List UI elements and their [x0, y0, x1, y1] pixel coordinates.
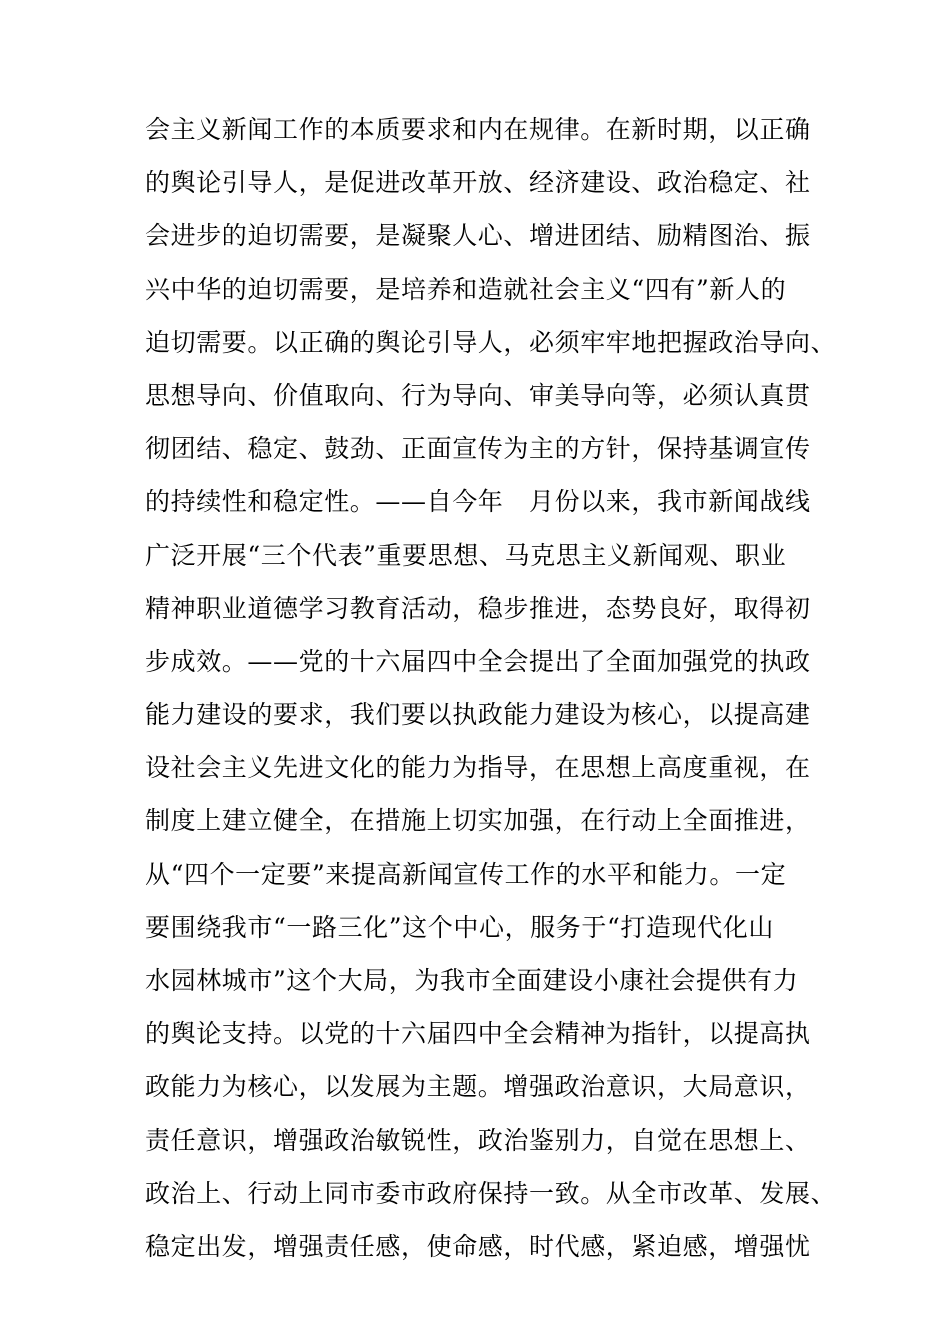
- text-line: 设社会主义先进文化的能力为指导，在思想上高度重视，在: [145, 753, 811, 783]
- text-line: 稳定出发，增强责任感，使命感，时代感，紧迫感，增强忧: [145, 1231, 811, 1261]
- text-line: 会进步的迫切需要，是凝聚人心、增进团结、励精图治、振: [145, 221, 811, 251]
- text-line: 广泛开展“三个代表”重要思想、马克思主义新闻观、职业: [145, 540, 787, 570]
- text-line: 责任意识，增强政治敏锐性，政治鉴别力，自觉在思想上、: [145, 1125, 811, 1155]
- text-line: 兴中华的迫切需要，是培养和造就社会主义“四有”新人的: [145, 274, 787, 304]
- text-line: 思想导向、价值取向、行为导向、审美导向等，必须认真贯: [145, 380, 811, 410]
- text-line: 要围绕我市“一路三化”这个中心，服务于“打造现代化山: [145, 912, 774, 942]
- text-line: 彻团结、稳定、鼓劲、正面宣传为主的方针，保持基调宣传: [145, 434, 811, 464]
- text-line: 会主义新闻工作的本质要求和内在规律。在新时期，以正确: [145, 115, 811, 144]
- text-line: 迫切需要。以正确的舆论引导人，必须牢牢地把握政治导向、: [145, 327, 837, 357]
- text-line: 的舆论支持。以党的十六届四中全会精神为指针，以提高执: [145, 1019, 811, 1049]
- text-line: 精神职业道德学习教育活动，稳步推进，态势良好，取得初: [145, 593, 811, 623]
- text-line: 制度上建立健全，在措施上切实加强，在行动上全面推进，: [145, 806, 811, 836]
- text-line: 的持续性和稳定性。——自今年 月份以来，我市新闻战线: [145, 487, 811, 517]
- text-line: 政能力为核心，以发展为主题。增强政治意识，大局意识，: [145, 1072, 811, 1102]
- text-line: 政治上、行动上同市委市政府保持一致。从全市改革、发展、: [145, 1178, 837, 1208]
- text-line: 水园林城市”这个大局，为我市全面建设小康社会提供有力: [145, 966, 799, 995]
- body-text: [145, 103, 837, 1273]
- text-line: 能力建设的要求，我们要以执政能力建设为核心，以提高建: [145, 700, 811, 730]
- text-line: 的舆论引导人，是促进改革开放、经济建设、政治稳定、社: [145, 168, 811, 198]
- text-line: 从“四个一定要”来提高新闻宣传工作的水平和能力。一定: [145, 859, 787, 889]
- text-line: 步成效。——党的十六届四中全会提出了全面加强党的执政: [145, 646, 811, 676]
